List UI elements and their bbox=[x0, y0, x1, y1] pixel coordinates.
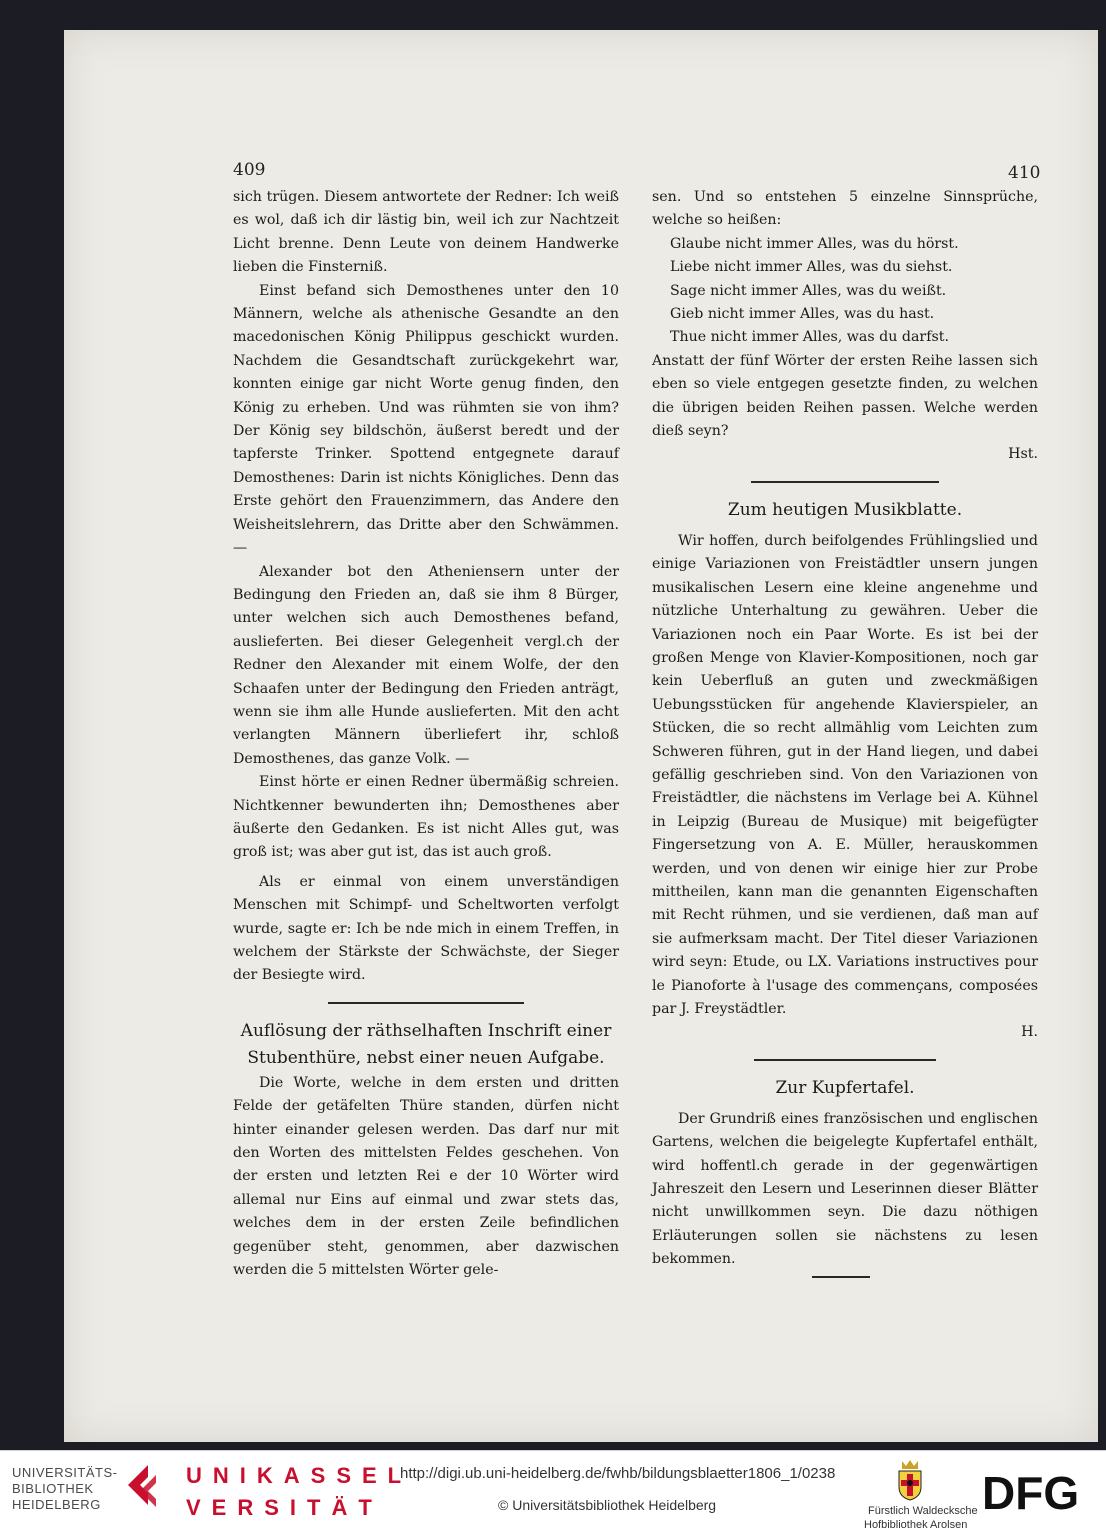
section-divider bbox=[754, 1059, 936, 1061]
dfg-logo-text: DFG bbox=[982, 1467, 1080, 1515]
left-column bbox=[233, 186, 619, 1282]
proverb-line: Gieb nicht immer Alles, was du hast. bbox=[670, 306, 935, 323]
ub-heidelberg-text: BIBLIOTHEK bbox=[12, 1481, 94, 1496]
proverb-line: Sage nicht immer Alles, was du weißt. bbox=[670, 282, 947, 299]
paragraph: Alexander bot den Atheniensern unter der Bedingung den Frieden an, daß sie ihm 8 Bürger, unter welchen sich auch Demosthenes befand, auslieferten. Bei dieser Gelegenheit vergl.ch der Redner den Alexander mit einem Wolfe, der den Schaafen unter der Bedingung den Frieden anträgt, wenn sie ihm alle Hunde auslieferten. Mit den acht verlangten Männern überliefert ihr, schloß Demosthenes, das ganze Volk. — bbox=[233, 563, 619, 767]
permalink-url[interactable]: http://digi.ub.uni-heidelberg.de/fwhb/bildungsblaetter1806_1/0238 bbox=[400, 1465, 836, 1482]
right-column bbox=[652, 186, 1038, 1278]
page-number-left: 409 bbox=[233, 160, 266, 180]
unikassel-logo-line: VERSITÄT bbox=[186, 1495, 383, 1520]
paragraph: sich trügen. Diesem antwortete der Redner: Ich weiß es wol, daß ich dir lästig bin, weil ich zur Nachtzeit Licht brenne. Denn Leute von deinem Handwerke lieben die Finsterniß. bbox=[233, 189, 619, 276]
section-heading: Zur Kupfertafel. bbox=[775, 1077, 915, 1098]
paragraph: Die Worte, welche in dem ersten und dritten Felde der getäfelten Thüre standen, dürfen nicht hinter einander gelesen werden. Das darf nur mit den Worten des mittelsten Feldes geschehen. Von der ersten und letzten Rei e der 10 Wörter wird allemal nur Eins auf einmal und zwar stets das, welches dem in der ersten Zeile befindlichen gegenüber steht, genommen, aber dazwischen werden die 5 mittelsten Wörter gele- bbox=[233, 1074, 619, 1279]
waldeck-crest-icon bbox=[894, 1457, 926, 1501]
section-heading: Auflösung der räthselhaften Inschrift einer Stubenthüre, nebst einer neuen Aufgabe. bbox=[240, 1020, 612, 1068]
ub-heidelberg-logo-icon bbox=[118, 1461, 168, 1521]
footer-bar bbox=[0, 1450, 1106, 1539]
paragraph: Der Grundriß eines französischen und englischen Gartens, welchen die beigelegte Kupfertafel enthält, wird hoffentl.ch gerade in der gegenwärtigen Jahreszeit den Lesern und Leserinnen dieser Blätter nicht unwillkommen seyn. Die dazu nöthigen Erläuterungen sollen sie nächstens zu lesen bekommen. bbox=[652, 1110, 1038, 1268]
proverb-line: Glaube nicht immer Alles, was du hörst. bbox=[670, 235, 959, 252]
ub-heidelberg-text: UNIVERSITÄTS- bbox=[12, 1465, 118, 1480]
dfg-logo-icon bbox=[980, 1467, 1092, 1515]
unikassel-logo-line: UNIKASSEL bbox=[186, 1463, 413, 1488]
fwh-arolsen-text: Hofbibliothek Arolsen bbox=[864, 1519, 968, 1531]
paragraph: Einst befand sich Demosthenes unter den 10 Männern, welche als athenische Gesandte an den macedonischen König Philippus geschickt wurden. Nachdem die Gesandtschaft zurückgekehrt war, konnten einige gar nicht Worte genug finden, den König zu erheben. Und was rühmten sie von ihm? Der König sey bildschön, äußerst beredt und der tapferste Trinker. Spottend entgegnete darauf Demosthenes: Darin ist nichts Königliches. Denn das Erste gehört den Frauenzimmern, das Andere den Weisheitslehrern, das Dritte aber den Schwämmen. — bbox=[233, 282, 619, 557]
section-divider bbox=[751, 481, 939, 483]
paragraph: Als er einmal von einem unverständigen Menschen mit Schimpf- und Scheltworten verfolgt wurde, sagte er: Ich be nde mich in einem Treffen, in welchem der Stärkste der Schwächste, der Sieger der Besiegte wird. bbox=[233, 873, 619, 984]
paragraph: Einst hörte er einen Redner übermäßig schreien. Nichtkenner bewunderten ihn; Demosthenes aber äußerte den Gedanken. Es ist nicht Alles gut, was groß ist; was aber gut ist, das ist auch groß. bbox=[233, 774, 619, 861]
copyright-text: © Universitätsbibliothek Heidelberg bbox=[498, 1497, 717, 1513]
signature: Hst. bbox=[1008, 446, 1038, 463]
section-heading: Zum heutigen Musikblatte. bbox=[727, 499, 963, 520]
proverb-line: Thue nicht immer Alles, was du darfst. bbox=[670, 329, 949, 346]
proverb-line: Liebe nicht immer Alles, was du siehst. bbox=[670, 259, 953, 276]
ub-heidelberg-text: HEIDELBERG bbox=[12, 1497, 101, 1512]
section-divider bbox=[328, 1002, 524, 1004]
fwh-arolsen-text: Fürstlich Waldecksche bbox=[868, 1505, 978, 1517]
paragraph: Anstatt der fünf Wörter der ersten Reihe lassen sich eben so viele entgegen gesetzte finden, zu welchen die übrigen beiden Reihen passen. Welche werden dieß seyn? bbox=[652, 352, 1038, 440]
signature: H. bbox=[1021, 1024, 1038, 1041]
end-divider bbox=[812, 1276, 870, 1278]
paragraph: Wir hoffen, durch beifolgendes Frühlingslied und einige Variazionen von Freistädtler unsern jungen musikalischen Lesern eine kleine angenehme und nützliche Unterhaltung zu gewähren. Ueber die Variazionen noch ein Paar Worte. Es ist bei der großen Menge von Klavier-Kompositionen, noch gar kein Ueberfluß an guten und zweckmäßigen Uebungsstücken für angehende Klavierspieler, an Stücken, die so recht allmählig vom Leichten zum Schweren führen, gut in der Hand liegen, und dabei gefällig geschrieben sind. Von den Variazionen von Freistädtler, die nächstens im Verlage bei A. Kühnel in Leipzig (Bureau de Musique) mit beigefügter Fingersetzung von A. E. Müller, herauskommen werden, und von denen wir einige hier zur Probe mittheilen, kann man die genannten Eigenschaften mit Recht rühmen, und sie verdienen, daß man auf sie aufmerksam macht. Der Titel dieser Variazionen wird seyn: Etude, ou LX. Variations instructives pour le Pianoforte à l'usage des commençans, composées par J. Freystädtler. bbox=[652, 532, 1038, 1017]
paragraph: sen. Und so entstehen 5 einzelne Sinnsprüche, welche so heißen: bbox=[652, 189, 1038, 229]
page-number-right: 410 bbox=[1008, 163, 1041, 183]
